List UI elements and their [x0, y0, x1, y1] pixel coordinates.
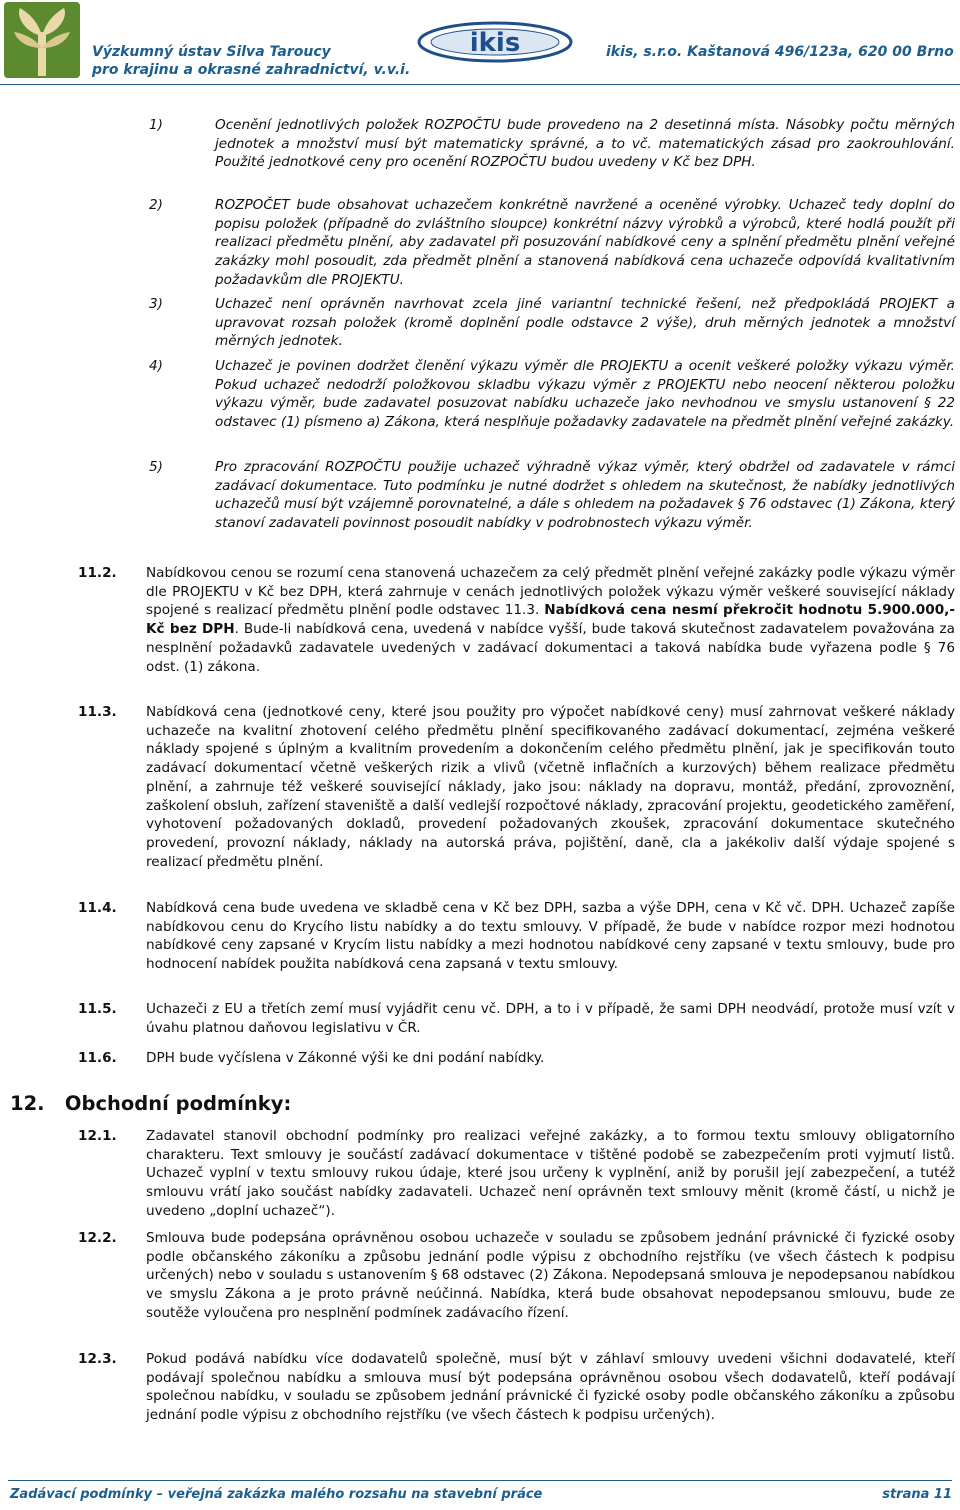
ikis-logo [415, 20, 575, 64]
list-item-number: 2) [149, 197, 163, 213]
page-number: strana 11 [882, 1487, 952, 1502]
list-item-text: Uchazeč je povinen dodržet členění výkazu výměr dle PROJEKTU a ocenit veškeré položky výkazu výměr. Pokud uchazeč nedodrží položkovou skladbu výkazu výměr z PROJEKTU nebo neocení některou položku výkazu výměr, bude zadavatel posuzovat nabídku uchazeče jako nevhodnou ve smyslu ustanovení § 22 odstavec (1) písmeno a) Zákona, která nesplňuje požadavky zadavatele na předmět plnění veřejné zakázky. [215, 358, 955, 431]
section-number: 12. [10, 1092, 45, 1115]
clause-number: 11.4. [78, 900, 117, 916]
section-heading-12 [10, 1092, 291, 1115]
list-item-number: 5) [149, 459, 163, 475]
list-item-text: ROZPOČET bude obsahovat uchazečem konkrétně navržené a oceněné výrobky. Uchazeč tedy doplní do popisu položek (případně do zvláštního sloupce) konkrétní názvy výrobků a výrobců, které hodlá použít při realizaci předmětu plnění, aby zadavatel při posuzování nabídkové ceny a splnění předmětu plnění veřejné zakázky mohl posoudit, zda předmět plnění a stanovená nabídková cena uchazeče odpovídá kvalitativním požadavkům dle PROJEKTU. [215, 197, 955, 288]
list-item-number: 4) [149, 358, 163, 374]
clause-11-5-text: Uchazeči z EU a třetích zemí musí vyjádřit cenu vč. DPH, a to i v případě, že sami DPH neodvádí, protože musí vzít v úvahu platnou daňovou legislativu v ČR. [146, 1001, 955, 1036]
clause-number: 12.2. [78, 1230, 117, 1246]
list-item-text: Uchazeč není oprávněn navrhovat zcela jiné variantní technické řešení, než předpokládá PROJEKT a upravovat rozsah položek (kromě doplnění podle odstavce 2 výše), druh měrných jednotek a množství měrných jednotek. [215, 296, 955, 350]
list-item-number: 3) [149, 296, 163, 312]
clause-number: 11.2. [78, 565, 117, 581]
footer-document-title: Zadávací podmínky – veřejná zakázka malého rozsahu na stavební práce [10, 1487, 543, 1502]
institute-logo [4, 2, 80, 78]
institute-name-line2: pro krajinu a okrasné zahradnictví, v.v.i. [92, 62, 411, 78]
clause-number: 11.5. [78, 1001, 117, 1017]
clause-11-3-text: Nabídková cena (jednotkové ceny, které jsou použity pro výpočet nabídkové ceny) musí zahrnovat veškeré náklady uchazeče na kvalitní zhotovení celého předmětu plnění specifikovaného zadávací dokumentací, zejména veškeré náklady spojené s úplným a kvalitním provedením a dokončením celého předmětu plnění, jak je specifikován touto zadávací dokumentací včetně veškerých rizik a vlivů (včetně inflačních a kurzových) během realizace předmětu plnění, a zahrnuje též veškeré související náklady, jako jsou: náklady na dopravu, montáž, předání, zprovoznění, zaškolení obsluh, zařízení staveniště a další vedlejší rozpočtové náklady, zpracování projektu, geodetického zaměření, vyhotovení požadovaných dokladů, provedení požadovaných zkoušek, zpracování dokumentace skutečného provedení, provozní náklady, náklady na autorská práva, pojištění, daně, cla a jakékoliv další výdaje spojené s realizací předmětu plnění. [146, 704, 955, 870]
clause-11-6-text: DPH bude vyčíslena v Zákonné výši ke dni podání nabídky. [146, 1050, 545, 1066]
clause-text-part: Nabídkovou cenou se rozumí cena stanovená uchazečem za celý předmět plnění veřejné zakázky podle výkazu výměr dle PROJEKTU v Kč bez DPH, která zahrnuje v cenách jednotlivých položek výkazu výměr veškeré související náklady spojené s realizací předmětu plnění podle odstavec 11.3. [146, 565, 955, 619]
ikis-logo-text: ikis [469, 28, 521, 58]
clause-text-part: . Bude-li nabídková cena, uvedená v nabídce vyšší, bude taková skutečnost zadavatelem považována za nesplnění požadavků zadavatele uvedených v zadávací dokumentaci a taková nabídka bude vyřazena podle § 76 odst. (1) zákona. [146, 621, 955, 675]
page-header [0, 0, 960, 86]
footer-divider [8, 1480, 952, 1481]
clause-12-1-text: Zadavatel stanovil obchodní podmínky pro realizaci veřejné zakázky, a to formou textu smlouvy obligatorního charakteru. Text smlouvy je součástí zadávací dokumentace v tištěné podobě se zabezpečením proti vyjmutí listů. Uchazeč vyplní v textu smlouvy rukou údaje, které jsou určeny k vyplnění, aniž by porušil její zabezpečení, a tutéž smlouvu vrátí jako součást nabídky zadavateli. Uchazeč není oprávněn text smlouvy měnit (kromě částí, u nichž je uvedeno „doplní uchazeč“). [146, 1128, 955, 1219]
clause-number: 11.6. [78, 1050, 117, 1066]
clause-12-3-text: Pokud podává nabídku více dodavatelů společně, musí být v záhlaví smlouvy uvedeni všichni dodavatelé, kteří podávají společnou nabídku a smlouva musí být podepsána oprávněnou osobou všech dodavatelů, kteří podávají společnou nabídku, v souladu se způsobem jednání právnické či fyzické osoby podle občanského zákoníku a způsobu jednání podle výpisu z obchodního rejstříku (ve všech částech k podpisu určených). [146, 1351, 955, 1424]
header-divider [0, 84, 960, 85]
price-limit-bold: Nabídková cena nesmí překročit hodnotu 5.900.000,- Kč bez DPH [146, 602, 955, 638]
institute-name-line1: Výzkumný ústav Silva Taroucy [92, 44, 331, 60]
clause-12-2-text: Smlouva bude podepsána oprávněnou osobou uchazeče v souladu se způsobem jednání právnické či fyzické osoby podle občanského zákoníku a způsobu jednání podle výpisu z obchodního rejstříku (ve všech částech k podpisu určených) nebo v souladu s ustanovením § 68 odstavec (2) Zákona. Nepodepsaná smlouva je nepodepsanou nabídkou ve smyslu Zákona a je proto právně neúčinná. Nabídka, která bude obsahovat nepodepsanou smlouvu, bude ze soutěže vyloučena pro nesplnění podmínek zadávacího řízení. [146, 1230, 955, 1321]
list-item-text: Ocenění jednotlivých položek ROZPOČTU bude provedeno na 2 desetinná místa. Násobky počtu měrných jednotek a množství musí být matematicky správné, a to vč. matematických zásad pro zaokrouhlování. Použité jednotkové ceny pro ocenění ROZPOČTU budou uvedeny v Kč bez DPH. [215, 117, 955, 171]
clause-11-4-text: Nabídková cena bude uvedena ve skladbě cena v Kč bez DPH, sazba a výše DPH, cena v Kč vč. DPH. Uchazeč zapíše nabídkovou cenu do Krycího listu nabídky a do textu smlouvy. V případě, že bude v nabídce rozpor mezi hodnotou nabídkové ceny zapsané v Krycím listu nabídky a mezi hodnotou nabídkové ceny zapsané v textu smlouvy, bude pro hodnocení nabídek použita nabídková cena zapsaná v textu smlouvy. [146, 900, 955, 973]
list-item-text: Pro zpracování ROZPOČTU použije uchazeč výhradně výkaz výměr, který obdržel od zadavatele v rámci zadávací dokumentace. Tuto podmínku je nutné dodržet s ohledem na skutečnost, že nabídky jednotlivých uchazečů musí být vzájemně porovnatelné, a dále s ohledem na požadavek § 76 odstavec (1) Zákona, který stanoví zadavateli povinnost posoudit nabídky v podrobnostech výkazu výměr. [215, 459, 955, 532]
list-item-number: 1) [149, 117, 163, 133]
clause-number: 12.3. [78, 1351, 117, 1367]
clause-11-2-text [146, 564, 955, 676]
section-title: Obchodní podmínky: [64, 1092, 292, 1115]
clause-number: 12.1. [78, 1128, 117, 1144]
clause-number: 11.3. [78, 704, 117, 720]
company-address: ikis, s.r.o. Kaštanová 496/123a, 620 00 Brno [606, 44, 954, 60]
